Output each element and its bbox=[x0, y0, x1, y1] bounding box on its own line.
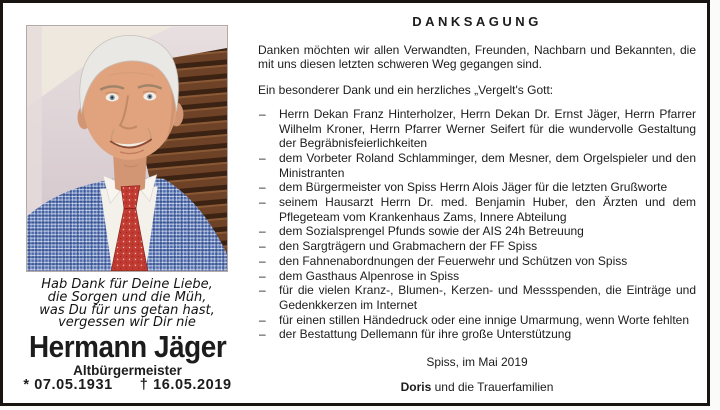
dash-bullet: – bbox=[259, 312, 266, 327]
life-dates bbox=[0, 377, 255, 393]
memorial-poem bbox=[13, 279, 241, 330]
death-date: † 16.05.2019 bbox=[139, 377, 232, 393]
thanks-item: – Herrn Dekan Franz Hinterholzer, Herrn Dekan Dr. Ernst Jäger, Herrn Pfarrer Wilhelm Kroner, Herrn Pfarrer Werner Seifert für die wundervolle Gestaltung der Begräbnisfeierlichkeiten bbox=[259, 106, 696, 151]
thanks-item: – den Sargträgern und Grabmachern der FF Spiss bbox=[259, 239, 538, 254]
poem-line: die Sorgen und die Müh, bbox=[47, 289, 207, 305]
page-title: DANKSAGUNG bbox=[412, 14, 542, 29]
thanks-item: – den Fahnenabordnungen der Feuerwehr und Schützen von Spiss bbox=[259, 253, 628, 268]
poem-line: vergessen wir Dir nie bbox=[58, 315, 196, 331]
place-and-date: Spiss, im Mai 2019 bbox=[426, 355, 528, 370]
thanks-list bbox=[258, 107, 696, 342]
thanks-item: – dem Bürgermeister von Spiss Herrn Alois Jäger für die letzten Grußworte bbox=[259, 180, 668, 195]
special-thanks-line: Ein besonderer Dank und ein herzliches „Vergelt's Gott: bbox=[258, 83, 554, 98]
dash-bullet: – bbox=[259, 150, 266, 165]
thanks-item: – für einen stillen Händedruck oder eine innige Umarmung, wenn Worte fehlten bbox=[259, 312, 690, 327]
dash-bullet: – bbox=[259, 180, 266, 195]
acknowledgment-column bbox=[258, 15, 696, 394]
poem-line: was Du für uns getan hast, bbox=[39, 302, 215, 318]
thanks-item: – dem Vorbeter Roland Schlamminger, dem Mesner, dem Orgelspieler und den Ministranten bbox=[259, 150, 696, 180]
dash-bullet: – bbox=[259, 253, 266, 268]
intro-paragraph: Danken möchten wir allen Verwandten, Freunden, Nachbarn und Bekannten, die mit uns diesen letzten schweren Weg gegangen sind. bbox=[258, 42, 696, 72]
portrait-illustration bbox=[27, 26, 227, 271]
thanks-item: – seinem Hausarzt Herrn Dr. med. Benjamin Huber, den Ärzten und dem Pflegeteam vom Krankenhaus Zams, Innere Abteilung bbox=[259, 195, 696, 224]
dash-bullet: – bbox=[259, 106, 266, 121]
deceased-title: Altbürgermeister bbox=[73, 363, 182, 378]
dash-bullet: – bbox=[259, 224, 266, 239]
birth-date: * 07.05.1931 bbox=[23, 377, 113, 393]
thanks-item: – dem Sozialsprengel Pfunds sowie der AIS 24h Betreuung bbox=[259, 224, 584, 239]
thanks-item: – dem Gasthaus Alpenrose in Spiss bbox=[259, 268, 460, 283]
dash-bullet: – bbox=[259, 239, 266, 254]
thanks-item: – für die vielen Kranz-, Blumen-, Kerzen- und Messspenden, die Einträge und Gedenkkerzen im Internet bbox=[259, 283, 696, 312]
dash-bullet: – bbox=[259, 195, 266, 210]
dash-bullet: – bbox=[259, 268, 266, 283]
mourner-name: Doris bbox=[400, 379, 432, 394]
mourner-rest: und die Trauerfamilien bbox=[431, 379, 554, 394]
deceased-name: Hermann Jäger bbox=[28, 329, 227, 364]
deceased-photo bbox=[26, 25, 228, 272]
closing-signature bbox=[258, 380, 696, 395]
dash-bullet: – bbox=[259, 327, 266, 342]
poem-line: Hab Dank für Deine Liebe, bbox=[41, 277, 213, 292]
dash-bullet: – bbox=[259, 283, 266, 298]
thanks-item: – der Bestattung Dellemann für ihre große Unterstützung bbox=[259, 327, 572, 342]
